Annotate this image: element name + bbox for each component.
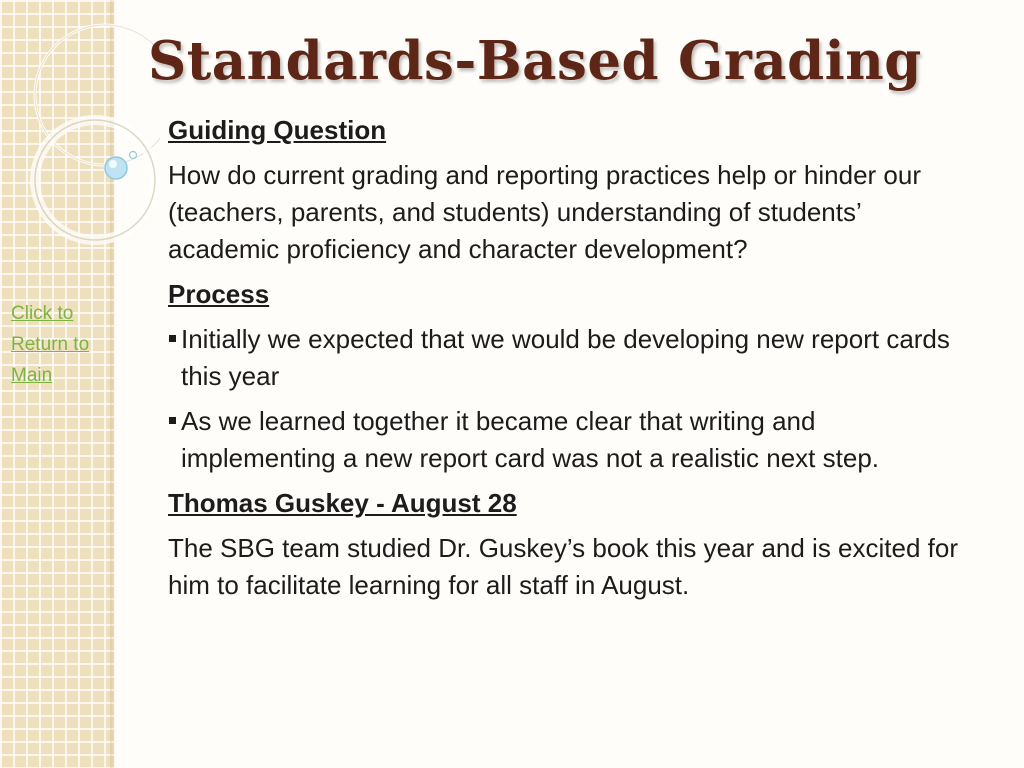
list-item <box>168 403 968 477</box>
slide-title: Standards-Based Grading <box>148 30 922 92</box>
guskey-text: The SBG team studied Dr. Guskey’s book this year and is excited for him to facilitate learning for all staff in August. <box>168 533 959 600</box>
square-bullet-icon <box>169 417 176 424</box>
process-bullet-list <box>168 321 968 477</box>
square-bullet-icon <box>169 335 176 342</box>
bullet-text: Initially we expected that we would be developing new report cards this year <box>181 324 950 391</box>
list-item <box>168 321 968 395</box>
bullet-text: As we learned together it became clear that writing and implementing a new report card was not a realistic next step. <box>181 406 880 473</box>
heading-guiding-question: Guiding Question <box>168 115 387 145</box>
guiding-question-text: How do current grading and reporting practices help or hinder our (teachers, parents, and students) understanding of students’ academic proficiency and character development? <box>168 160 921 264</box>
return-to-main-link[interactable]: Click to Return to Main <box>11 303 90 386</box>
ring-decoration-icon <box>0 0 160 260</box>
heading-guskey: Thomas Guskey - August 28 <box>168 488 517 518</box>
heading-process: Process <box>168 279 270 309</box>
slide-content <box>168 112 968 604</box>
